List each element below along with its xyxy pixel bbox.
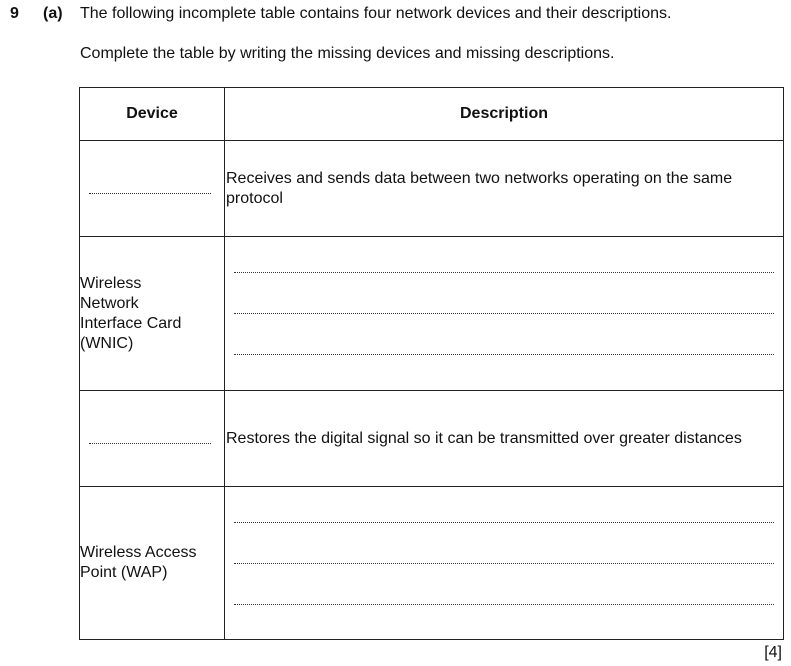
- table-row: [80, 141, 784, 237]
- device-cell[interactable]: [80, 391, 225, 487]
- device-text: Wireless Network Interface Card (WNIC): [80, 274, 182, 352]
- table-row: [80, 391, 784, 487]
- device-cell[interactable]: [80, 141, 225, 237]
- device-answer-line[interactable]: [89, 443, 211, 444]
- table-row: [80, 487, 784, 640]
- description-answer-line[interactable]: [234, 272, 774, 273]
- question-text: The following incomplete table contains four network devices and their descriptions.: [80, 5, 672, 22]
- question-instruction: Complete the table by writing the missing devices and missing descriptions.: [80, 45, 615, 62]
- header-device: Device: [80, 88, 225, 141]
- description-answer-line[interactable]: [234, 522, 774, 523]
- description-cell: [225, 391, 784, 487]
- table-header-row: [80, 88, 784, 141]
- question-number: 9: [10, 5, 19, 22]
- description-cell: [225, 141, 784, 237]
- description-answer-line[interactable]: [234, 563, 774, 564]
- marks-total: [4]: [764, 644, 782, 661]
- description-answer-line[interactable]: [234, 313, 774, 314]
- header-description: Description: [225, 88, 784, 141]
- description-text: Receives and sends data between two networks operating on the same protocol: [226, 169, 733, 207]
- device-answer-line[interactable]: [89, 193, 211, 194]
- table-row: [80, 237, 784, 391]
- device-text: Wireless Access Point (WAP): [80, 544, 197, 581]
- device-cell: [80, 237, 225, 391]
- description-cell[interactable]: [225, 487, 784, 640]
- description-answer-lines[interactable]: [225, 272, 783, 355]
- description-cell[interactable]: [225, 237, 784, 391]
- question-part: (a): [43, 5, 63, 22]
- device-cell: [80, 487, 225, 640]
- description-answer-line[interactable]: [234, 354, 774, 355]
- network-devices-table: [79, 87, 784, 640]
- description-answer-lines[interactable]: [225, 522, 783, 605]
- description-answer-line[interactable]: [234, 604, 774, 605]
- description-text: Restores the digital signal so it can be transmitted over greater distances: [226, 429, 742, 447]
